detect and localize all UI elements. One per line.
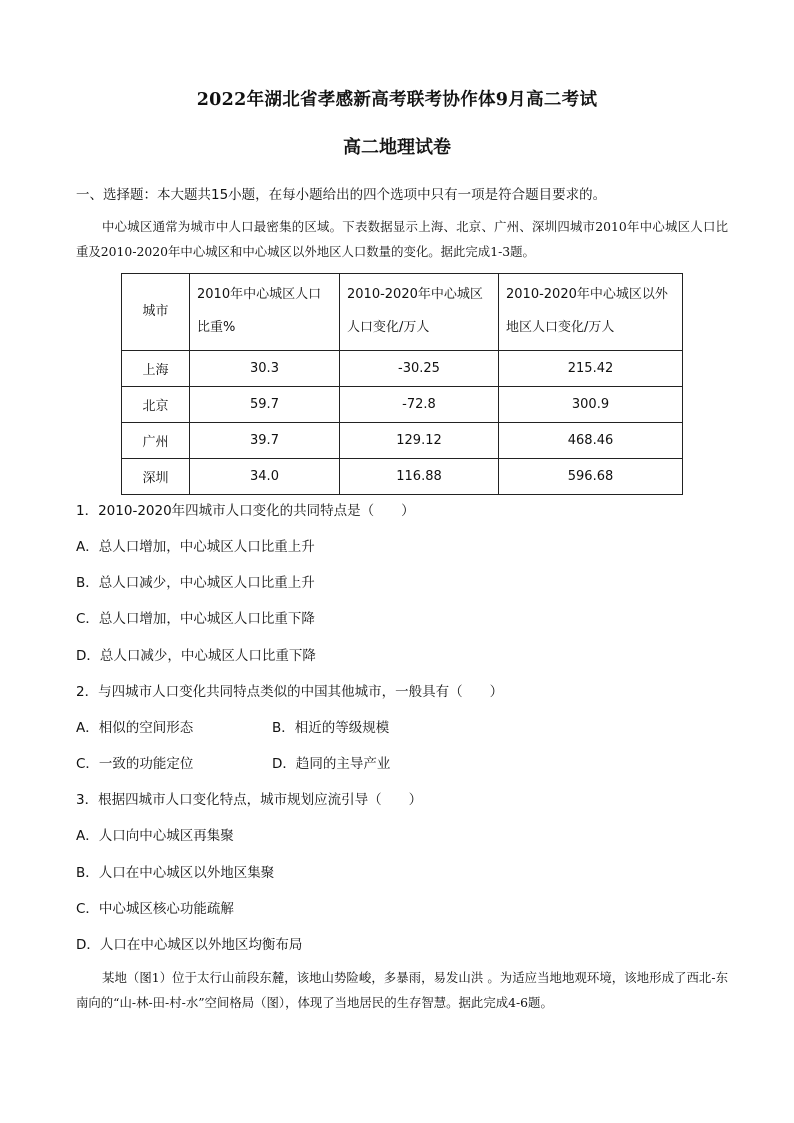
cell-share: 30.3: [190, 351, 340, 387]
cell-outer-change: 596.68: [499, 459, 683, 495]
cell-outer-change: 215.42: [499, 351, 683, 387]
paper-subtitle: 高二地理试卷: [343, 137, 451, 158]
cell-share: 34.0: [190, 459, 340, 495]
question-3-option-b: B．人口在中心城区以外地区集聚: [76, 865, 275, 881]
cell-city: 深圳: [122, 459, 190, 495]
question-3-option-d: D．人口在中心城区以外地区均衡布局: [76, 937, 303, 953]
cell-share: 39.7: [190, 423, 340, 459]
cell-center-change: -30.25: [340, 351, 499, 387]
header-center-change: 2010-2020年中心城区人口变化/万人: [340, 274, 499, 351]
question-1-option-c: C．总人口增加，中心城区人口比重下降: [76, 611, 315, 627]
cell-outer-change: 300.9: [499, 387, 683, 423]
cell-city: 北京: [122, 387, 190, 423]
question-2-stem: 2．与四城市人口变化共同特点类似的中国其他城市，一般具有（ ）: [76, 684, 504, 700]
table-header-row: [122, 274, 683, 351]
question-3-option-a: A．人口向中心城区再集聚: [76, 828, 234, 844]
cell-center-change: 116.88: [340, 459, 499, 495]
population-table: [121, 273, 683, 495]
question-3-stem: 3．根据四城市人口变化特点，城市规划应流引导（ ）: [76, 792, 423, 808]
header-city: 城市: [122, 274, 190, 351]
passage-1: 中心城区通常为城市中人口最密集的区域。下表数据显示上海、北京、广州、深圳四城市2010年中心城区人口比重及2010-2020年中心城区和中心城区以外地区人口数量的变化。据此完成1-3题。: [76, 219, 728, 259]
table-row: [122, 423, 683, 459]
header-2010-share: 2010年中心城区人口比重%: [190, 274, 340, 351]
question-1-option-b: B．总人口减少，中心城区人口比重上升: [76, 575, 315, 591]
header-outer-change: 2010-2020年中心城区以外地区人口变化/万人: [499, 274, 683, 351]
cell-share: 59.7: [190, 387, 340, 423]
passage-2: 某地（图1）位于太行山前段东麓，该地山势险峻，多暴雨，易发山洪 。为适应当地地观环境，该地形成了西北-东南向的“山-林-田-村-水”空间格局（图），体现了当地居民的生存智慧。据此完成4-6题。: [76, 970, 728, 1010]
cell-center-change: -72.8: [340, 387, 499, 423]
question-2-option-d: D．趋同的主导产业: [272, 756, 391, 772]
question-1-option-d: D．总人口减少，中心城区人口比重下降: [76, 648, 316, 664]
question-1-option-a: A．总人口增加，中心城区人口比重上升: [76, 539, 315, 555]
table-row: [122, 387, 683, 423]
cell-city: 广州: [122, 423, 190, 459]
section-intro: 一、选择题：本大题共15小题，在每小题给出的四个选项中只有一项是符合题目要求的。: [76, 187, 607, 203]
question-1-stem: 1．2010-2020年四城市人口变化的共同特点是（ ）: [76, 503, 415, 519]
cell-center-change: 129.12: [340, 423, 499, 459]
exam-title: 2022年湖北省孝感新高考联考协作体9月高二考试: [196, 90, 598, 110]
question-2-option-a: A．相似的空间形态: [76, 720, 194, 736]
cell-city: 上海: [122, 351, 190, 387]
table-row: [122, 459, 683, 495]
table-row: [122, 351, 683, 387]
question-3-option-c: C．中心城区核心功能疏解: [76, 901, 234, 917]
question-2-option-b: B．相近的等级规模: [272, 720, 390, 736]
question-2-option-c: C．一致的功能定位: [76, 756, 194, 772]
cell-outer-change: 468.46: [499, 423, 683, 459]
